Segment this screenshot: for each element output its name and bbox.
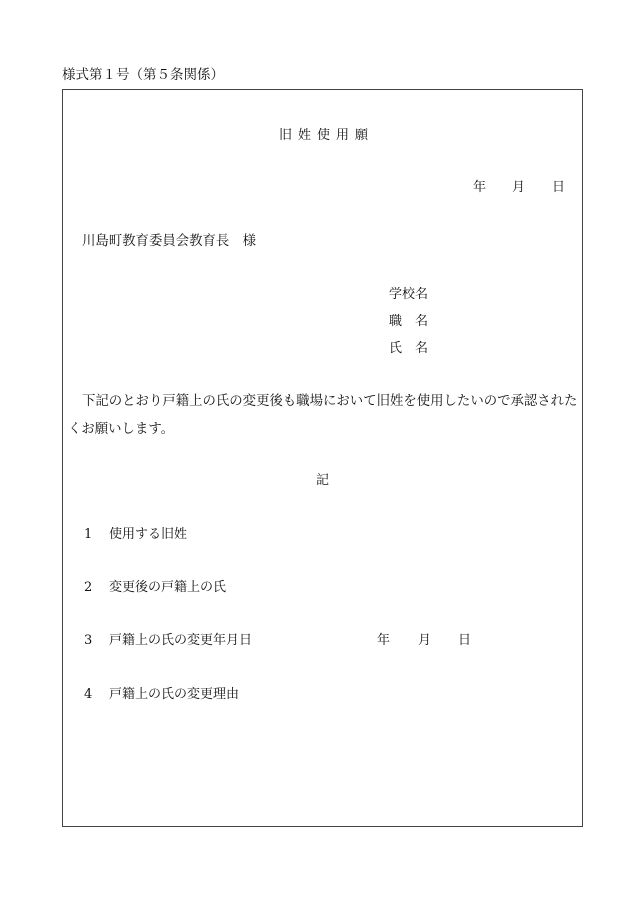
item-label-old-surname: 使用する旧姓 (109, 527, 188, 542)
item-label-new-surname: 変更後の戸籍上の氏 (109, 580, 227, 595)
form-title: 旧姓使用願 (279, 128, 375, 143)
item-number-4: 4 (84, 687, 93, 702)
request-text-line-1: 下記のとおり戸籍上の氏の変更後も職場において旧姓を使用したいので承認された (82, 394, 578, 409)
addressee: 川島町教育委員会教育長 様 (82, 234, 257, 249)
form-frame (62, 89, 583, 827)
request-text-line-2: くお願いします。 (68, 422, 175, 437)
date-year-label: 年 (473, 180, 487, 195)
form-number: 様式第１号（第５条関係） (62, 67, 224, 83)
item-label-change-date: 戸籍上の氏の変更年月日 (109, 633, 253, 648)
position-label: 職 名 (389, 314, 429, 329)
item-number-2: 2 (84, 580, 93, 595)
name-label: 氏 名 (389, 341, 429, 356)
date-day-label: 日 (552, 180, 566, 195)
school-name-label: 学校名 (389, 287, 429, 302)
item-label-change-reason: 戸籍上の氏の変更理由 (109, 687, 240, 702)
change-date-day-label: 日 (458, 633, 472, 648)
date-month-label: 月 (512, 180, 526, 195)
item-number-1: 1 (84, 527, 93, 542)
ki-heading: 記 (316, 473, 330, 488)
change-date-month-label: 月 (418, 633, 432, 648)
change-date-year-label: 年 (377, 633, 391, 648)
item-number-3: 3 (84, 633, 93, 648)
